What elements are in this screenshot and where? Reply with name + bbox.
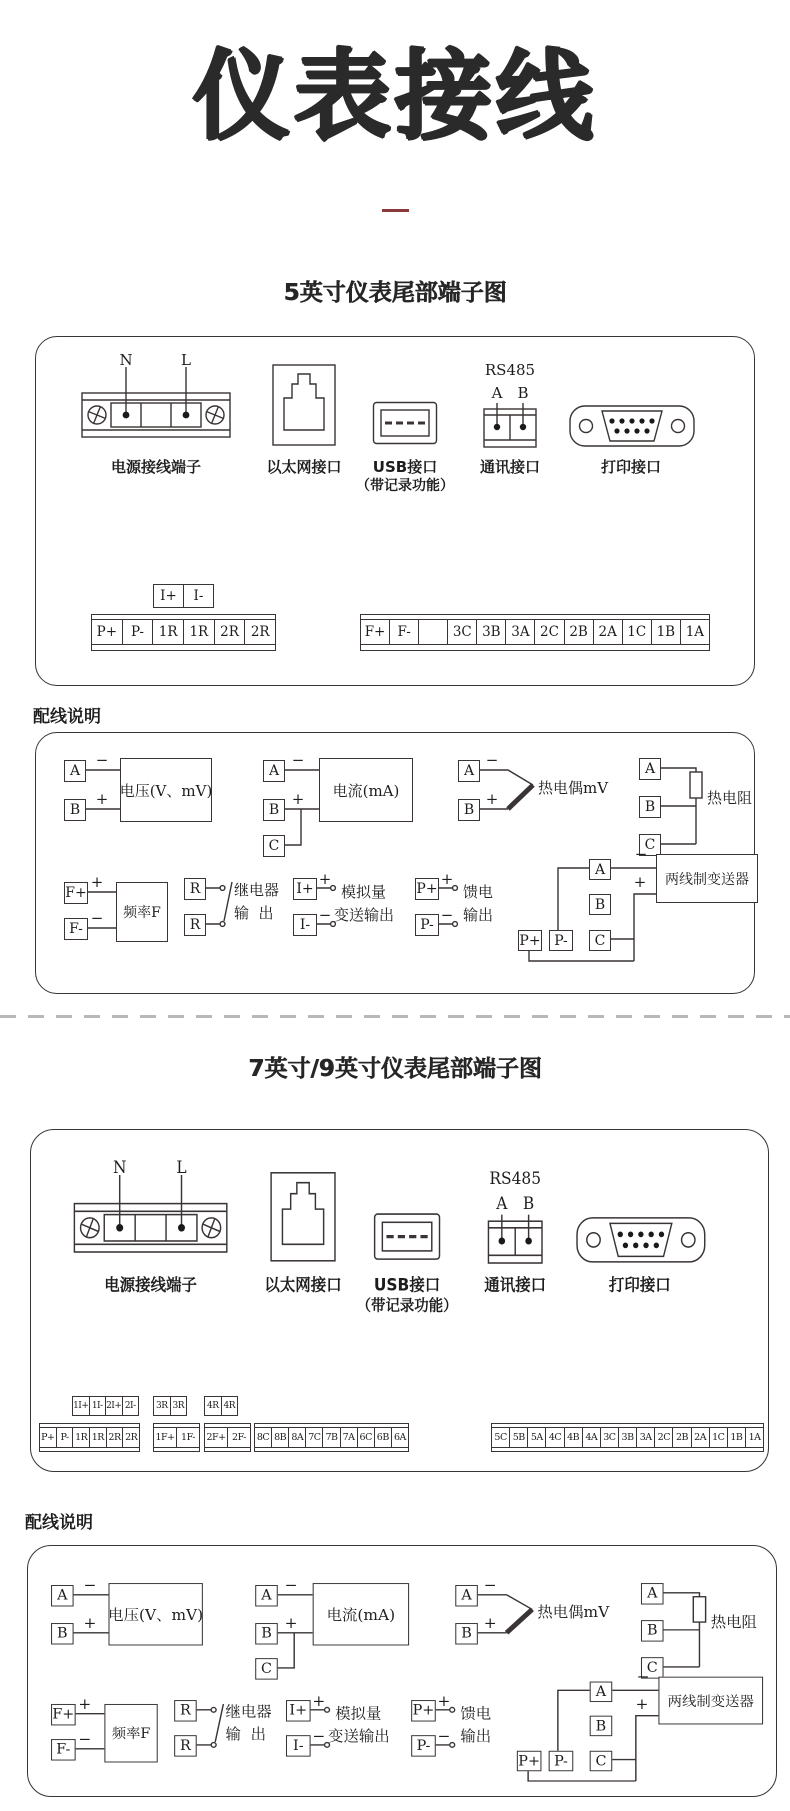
- relay-terminal-r1: R: [174, 1700, 197, 1721]
- relay-terminal-r2: R: [184, 914, 206, 936]
- terminal-cell: 1R: [90, 1428, 107, 1447]
- analog-label-line1: 模拟量: [335, 1704, 382, 1723]
- terminal-panel-79in: [30, 1129, 769, 1472]
- power-pin-l-label: L: [181, 351, 191, 369]
- terminal-cell: 3C: [601, 1428, 619, 1447]
- rtd-label: 热电阻: [710, 1613, 757, 1631]
- frequency-terminal-fplus: F+: [64, 882, 88, 904]
- terminal-cell: 1F-: [181, 1432, 195, 1443]
- relay-label-line1: 继电器: [234, 881, 280, 899]
- voltage-minus-sign: −: [83, 1576, 97, 1594]
- feed-minus-sign: −: [440, 906, 454, 924]
- terminal-cell: 7B: [323, 1428, 340, 1447]
- voltage-terminal-b: B: [51, 1623, 74, 1644]
- wiring-panel-79in: [27, 1545, 777, 1797]
- page-title: 仪表接线: [193, 40, 597, 153]
- current-box: 电流(mA): [319, 758, 413, 822]
- transmitter-terminal-pplus: P+: [518, 930, 542, 951]
- transmitter-minus-sign: −: [636, 1667, 650, 1686]
- rear-connectors-row-79: [27, 1142, 767, 1524]
- terminal-cell: 4B: [565, 1428, 583, 1447]
- terminal-cell: 3A: [637, 1428, 655, 1447]
- analog-terminal-iminus: I-: [286, 1735, 311, 1756]
- terminal-cell: F+: [361, 620, 390, 644]
- frequency-box: 频率F: [116, 882, 168, 942]
- terminal-cell: 1R: [73, 1428, 90, 1447]
- terminal-cell: 3R: [154, 1397, 171, 1415]
- terminal-cell: 1B: [728, 1428, 746, 1447]
- thermocouple-label: 热电偶mV: [537, 1603, 610, 1622]
- comm-port-icon: [486, 1215, 544, 1266]
- analog-label-line1: 模拟量: [341, 883, 387, 901]
- feed-label-line2: 输出: [463, 906, 494, 924]
- power-pin-n-label: N: [112, 1157, 127, 1178]
- terminal-strip-aux2-79: [153, 1396, 187, 1416]
- rear-connectors-row: [27, 1142, 767, 1524]
- terminal-panel-5in: [35, 336, 755, 686]
- terminal-cell: 2C: [655, 1428, 673, 1447]
- voltage-terminal-a: A: [51, 1585, 74, 1606]
- comm-pin-b-label: B: [522, 1193, 535, 1214]
- transmitter-terminal-a: A: [589, 859, 611, 880]
- rtd-terminal-b: B: [641, 1620, 664, 1641]
- terminal-cell: 3B: [477, 620, 506, 644]
- current-minus-sign: −: [284, 1576, 298, 1594]
- terminal-cell: 3C: [448, 620, 477, 644]
- rs485-label: RS485: [484, 361, 536, 379]
- terminal-cell: 2R: [250, 624, 270, 640]
- terminal-cell: 2B: [565, 620, 594, 644]
- terminal-cell: [419, 620, 448, 644]
- current-plus-sign: +: [284, 1614, 298, 1632]
- transmitter-terminal-pplus: P+: [517, 1751, 542, 1771]
- power-terminal-group: [76, 351, 236, 486]
- feed-label-line2: 输出: [460, 1727, 492, 1745]
- wiring-diagrams-79: [22, 1559, 789, 1803]
- terminal-strip-aux-i: [153, 584, 214, 608]
- feed-plus-sign: +: [437, 1692, 451, 1710]
- feed-terminal-pminus: P-: [411, 1735, 436, 1756]
- terminal-strip-mid2-79: [204, 1423, 251, 1452]
- usb-port-label: USB接口: [373, 1275, 441, 1295]
- feed-plus-sign: +: [440, 870, 454, 888]
- frequency-terminal-fminus: F-: [64, 918, 88, 940]
- terminal-cell: 2R: [125, 1432, 138, 1443]
- thermocouple-plus-sign: +: [485, 790, 499, 808]
- terminal-cell: 3A: [506, 620, 535, 644]
- current-terminal-c: C: [263, 835, 285, 857]
- wiring-diagrams: [22, 1559, 789, 1803]
- analog-terminal-iplus: I+: [286, 1700, 311, 1721]
- section-divider-dashed: [0, 1015, 790, 1018]
- terminal-cell: 3R: [172, 1401, 184, 1411]
- thermocouple-terminal-a: A: [455, 1585, 478, 1606]
- current-terminal-a: A: [263, 760, 285, 782]
- comm-port-icon: [482, 403, 538, 449]
- terminal-cell: 6C: [358, 1428, 375, 1447]
- power-terminal-group: [68, 1157, 233, 1306]
- terminal-strip-right-79: [491, 1423, 764, 1452]
- feed-terminal-pminus: P-: [415, 914, 439, 936]
- transmitter-terminal-c: C: [590, 1751, 613, 1771]
- thermocouple-minus-sign: −: [483, 1576, 497, 1594]
- analog-terminal-iminus: I-: [293, 914, 317, 936]
- terminal-cell: 8C: [255, 1428, 272, 1447]
- terminal-cell: 1R: [153, 620, 184, 644]
- frequency-plus-sign: +: [78, 1695, 92, 1713]
- usb-port-icon: [373, 1212, 441, 1260]
- terminal-cell: 4R: [223, 1401, 235, 1411]
- ethernet-port-group: [259, 351, 349, 486]
- terminal-cell: 1A: [748, 1432, 761, 1443]
- power-terminal-label: 电源接线端子: [104, 1275, 197, 1295]
- relay-label-line1: 继电器: [225, 1703, 272, 1721]
- feed-label-line1: 馈电: [463, 883, 494, 901]
- current-box: 电流(mA): [313, 1583, 409, 1645]
- comm-port-group: [476, 1157, 554, 1306]
- usb-port-sublabel: （带记录功能）: [356, 478, 454, 494]
- terminal-cell: P-: [57, 1428, 74, 1447]
- printer-port-label: 打印接口: [600, 458, 661, 476]
- analog-label-line2: 变送输出: [328, 1727, 390, 1745]
- terminal-strip-left-79: [39, 1423, 140, 1452]
- relay-terminal-r2: R: [174, 1735, 197, 1756]
- transmitter-box: 两线制变送器: [658, 1677, 763, 1725]
- terminal-strip-mid1-79: [153, 1423, 200, 1452]
- current-terminal-a: A: [255, 1585, 278, 1606]
- transmitter-minus-sign: −: [634, 845, 648, 863]
- printer-port-label: 打印接口: [608, 1275, 671, 1295]
- terminal-strip-left: [91, 614, 276, 651]
- terminal-cell: 2A: [594, 620, 623, 644]
- usb-port-sublabel: （带记录功能）: [356, 1297, 458, 1315]
- terminal-cell: 1R: [184, 620, 215, 644]
- terminal-cell: 2F-: [232, 1432, 246, 1443]
- power-pin-n-label: N: [119, 351, 133, 369]
- terminal-cell: 2I-: [124, 1401, 136, 1411]
- comm-pin-a-label: A: [496, 1193, 508, 1214]
- voltage-terminal-b: B: [64, 799, 86, 821]
- relay-label-line2: 输 出: [225, 1725, 267, 1743]
- terminal-cell: 4R: [205, 1397, 222, 1415]
- current-terminal-b: B: [263, 799, 285, 821]
- terminal-cell: 2R: [107, 1428, 124, 1447]
- section-title-5in: 5英寸仪表尾部端子图: [283, 280, 507, 306]
- wiring-panel-5in: [35, 732, 755, 994]
- terminal-cell: I-: [193, 588, 204, 604]
- ethernet-port-icon: [270, 1172, 336, 1262]
- current-plus-sign: +: [291, 790, 305, 808]
- frequency-minus-sign: −: [78, 1730, 92, 1748]
- feed-terminal-pplus: P+: [415, 878, 439, 900]
- voltage-terminal-a: A: [64, 760, 86, 782]
- voltage-plus-sign: +: [95, 790, 109, 808]
- usb-port-label: USB接口: [372, 458, 438, 476]
- transmitter-terminal-b: B: [589, 894, 611, 915]
- rtd-terminal-a: A: [641, 1583, 664, 1604]
- terminal-cell: 2C: [535, 620, 564, 644]
- terminal-cell: I+: [154, 585, 184, 607]
- transmitter-plus-sign: +: [635, 1695, 649, 1713]
- analog-minus-sign: −: [312, 1727, 326, 1745]
- comm-pin-a-label: A: [491, 384, 503, 402]
- printer-port-icon: [576, 1215, 706, 1266]
- voltage-box: 电压(V、mV): [108, 1583, 202, 1645]
- ethernet-port-label: 以太网接口: [266, 458, 342, 476]
- analog-plus-sign: +: [318, 870, 332, 888]
- thermocouple-terminal-a: A: [458, 760, 480, 782]
- terminal-cell: 2B: [673, 1428, 691, 1447]
- terminal-cell: 2A: [692, 1428, 710, 1447]
- comm-port-label: 通讯接口: [479, 458, 540, 476]
- ethernet-port-icon: [272, 364, 336, 446]
- frequency-plus-sign: +: [90, 873, 104, 891]
- terminal-strip-right: [360, 614, 710, 651]
- power-terminal-icon: [81, 367, 231, 439]
- terminal-cell: 1A: [685, 624, 705, 640]
- printer-port-icon: [569, 403, 695, 449]
- terminal-cell: P-: [123, 620, 154, 644]
- usb-port-group: [356, 351, 454, 501]
- terminal-cell: 6B: [375, 1428, 392, 1447]
- rtd-terminal-c: C: [641, 1657, 664, 1678]
- terminal-cell: 2I+: [106, 1397, 123, 1415]
- rtd-terminal-b: B: [639, 796, 661, 818]
- transmitter-terminal-pminus: P-: [549, 1751, 574, 1771]
- transmitter-terminal-a: A: [590, 1682, 613, 1702]
- terminal-cell: 3B: [619, 1428, 637, 1447]
- transmitter-terminal-c: C: [589, 930, 611, 951]
- transmitter-plus-sign: +: [633, 873, 647, 891]
- transmitter-terminal-b: B: [590, 1716, 613, 1736]
- terminal-cell: 1F+: [154, 1428, 177, 1447]
- relay-label-line2: 输 出: [234, 904, 274, 922]
- terminal-cell: 7C: [306, 1428, 323, 1447]
- thermocouple-terminal-b: B: [455, 1623, 478, 1644]
- comm-pin-b-label: B: [517, 384, 529, 402]
- terminal-cell: 7A: [341, 1428, 358, 1447]
- terminal-cell: 4A: [583, 1428, 601, 1447]
- terminal-cell: 8A: [289, 1428, 306, 1447]
- terminal-strip-mid3-79: [254, 1423, 409, 1452]
- terminal-cell: F-: [390, 620, 419, 644]
- ethernet-port-label: 以太网接口: [264, 1275, 342, 1295]
- terminal-strip-aux3-79: [204, 1396, 238, 1416]
- terminal-cell: 6A: [393, 1432, 406, 1443]
- thermocouple-label: 热电偶mV: [538, 779, 609, 797]
- comm-port-label: 通讯接口: [484, 1275, 547, 1295]
- comm-port-group: [472, 351, 548, 486]
- terminal-cell: P+: [40, 1428, 57, 1447]
- analog-terminal-iplus: I+: [293, 878, 317, 900]
- wiring-diagrams: [36, 733, 754, 993]
- rs485-label: RS485: [489, 1168, 542, 1189]
- voltage-minus-sign: −: [95, 751, 109, 769]
- power-pin-l-label: L: [176, 1157, 187, 1178]
- feed-minus-sign: −: [437, 1727, 451, 1745]
- printer-port-group: [556, 351, 706, 486]
- frequency-terminal-fminus: F-: [51, 1739, 76, 1760]
- ethernet-port-group: [257, 1157, 350, 1306]
- terminal-cell: 1I-: [90, 1397, 107, 1415]
- current-minus-sign: −: [291, 751, 305, 769]
- thermocouple-terminal-b: B: [458, 799, 480, 821]
- voltage-box: 电压(V、mV): [120, 758, 212, 822]
- rtd-label: 热电阻: [707, 789, 753, 807]
- terminal-cell: 2F+: [205, 1428, 228, 1447]
- thermocouple-minus-sign: −: [485, 751, 499, 769]
- terminal-cell: 2R: [215, 620, 246, 644]
- current-terminal-b: B: [255, 1623, 278, 1644]
- terminal-strip-aux1-79: [72, 1396, 139, 1416]
- rtd-terminal-a: A: [639, 758, 661, 780]
- transmitter-box: 两线制变送器: [656, 854, 758, 903]
- frequency-minus-sign: −: [90, 909, 104, 927]
- power-terminal-label: 电源接线端子: [110, 458, 201, 476]
- terminal-cell: 5B: [510, 1428, 528, 1447]
- feed-terminal-pplus: P+: [411, 1700, 436, 1721]
- terminal-cell: 1C: [710, 1428, 728, 1447]
- thermocouple-plus-sign: +: [483, 1614, 497, 1632]
- rtd-terminal-c: C: [639, 834, 661, 856]
- relay-terminal-r1: R: [184, 878, 206, 900]
- terminal-cell: 5A: [528, 1428, 546, 1447]
- frequency-terminal-fplus: F+: [51, 1704, 76, 1725]
- terminal-cell: 1B: [652, 620, 681, 644]
- terminal-cell: 5C: [492, 1428, 510, 1447]
- terminal-cell: 1I+: [73, 1397, 90, 1415]
- analog-plus-sign: +: [312, 1692, 326, 1710]
- terminal-cell: 8B: [272, 1428, 289, 1447]
- usb-port-group: [356, 1157, 458, 1322]
- title-accent-divider: [382, 209, 409, 212]
- section-title-79in: 7英寸/9英寸仪表尾部端子图: [248, 1056, 542, 1082]
- analog-label-line2: 变送输出: [334, 906, 395, 924]
- terminal-cell: 1C: [623, 620, 652, 644]
- frequency-box: 频率F: [104, 1704, 157, 1763]
- analog-minus-sign: −: [318, 906, 332, 924]
- current-terminal-c: C: [255, 1658, 278, 1679]
- power-terminal-icon: [73, 1175, 228, 1254]
- wiring-note-label-5in: 配线说明: [33, 707, 101, 727]
- transmitter-terminal-pminus: P-: [549, 930, 573, 951]
- terminal-cell: 4C: [546, 1428, 564, 1447]
- terminal-cell: P+: [92, 620, 123, 644]
- feed-label-line1: 馈电: [460, 1704, 492, 1723]
- wiring-note-label-79in: 配线说明: [25, 1513, 93, 1533]
- usb-port-icon: [372, 401, 438, 445]
- printer-port-group: [563, 1157, 718, 1306]
- voltage-plus-sign: +: [83, 1614, 97, 1632]
